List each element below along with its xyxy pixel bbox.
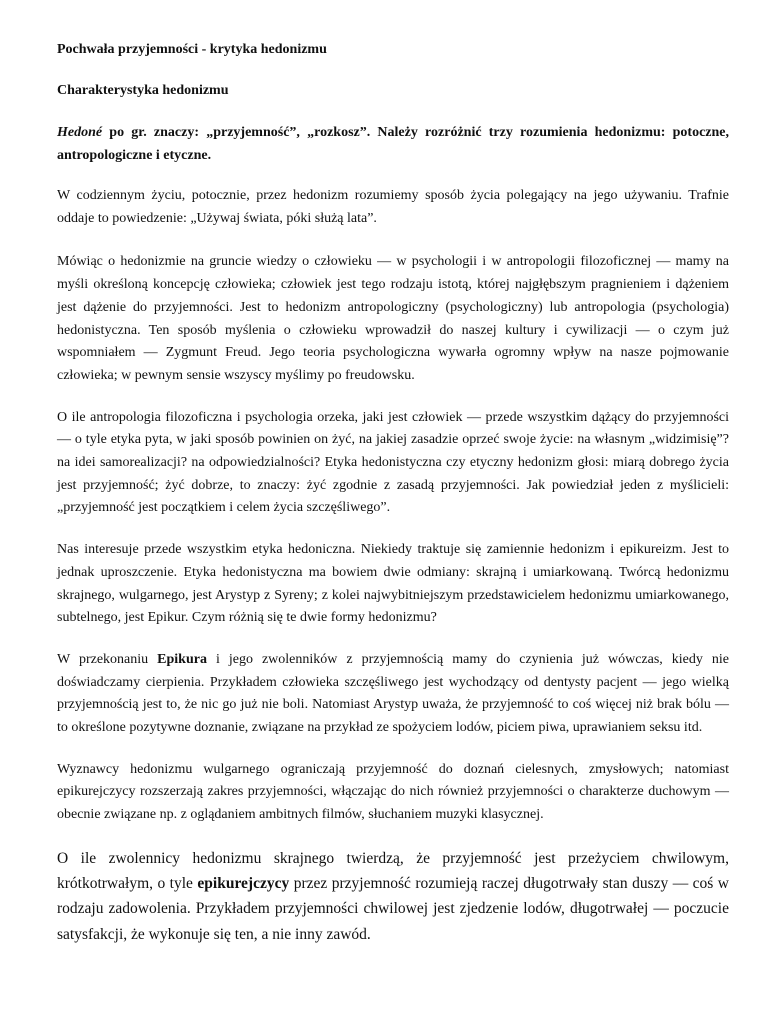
epicurus-text-after: i jego zwolenników z przyjemnością mamy do czynienia już wówczas, kiedy nie doświadczamy cierpienia. Przykładem człowieka szczęśliwego jest wychodzący od dentysty pacjent — jego wielką przyjemnością jest to, że nic go już nie boli. Natomiast Arystyp uważa, że przyjemność to coś więcej niż brak bólu — to określone pozytywne doznanie, związane na przykład ze spożyciem lodów, piciem piwa, uprawianiem seksu itd. — [57, 651, 729, 736]
epicurus-bold: Epikura — [157, 651, 207, 667]
paragraph-colloquial: W codziennym życiu, potocznie, przez hedonizm rozumiemy sposób życia polegający na jego używaniu. Trafnie oddaje to powiedzenie: „Używaj świata, póki służą lata”. — [57, 188, 729, 226]
paragraph-epicurus — [57, 649, 729, 740]
paragraph-hedonic-ethics: Nas interesuje przede wszystkim etyka hedoniczna. Niekiedy traktuje się zamiennie hedonizm i epikureizm. Jest to jednak uproszczenie. Etyka hedonistyczna ma bowiem dwie odmiany: skrajną i umiarkowaną. Twórcą hedonizmu skrajnego, wulgarnego, jest Arystyp z Syreny; z kolei najwybitniejszym przedstawicielem hedonizmu umiarkowanego, subtelnego, jest Epikur. Czym różnią się te dwie formy hedonizmu? — [57, 542, 729, 626]
duration-text-before: O ile zwolennicy hedonizmu skrajnego twierdzą, że przyjemność jest przeżyciem chwilowym, krótkotrwałym, o tyle — [57, 849, 729, 893]
paragraph-vulgar-hedonism: Wyznawcy hedonizmu wulgarnego ograniczają przyjemność do doznań cielesnych, zmysłowych; natomiast epikurejczycy rozszerzają zakres przyjemności, włączając do nich również przyjemności o charakterze duchowym — obecnie związane np. z oglądaniem ambitnych filmów, słuchaniem muzyki klasycznej. — [57, 761, 729, 823]
paragraph-anthropological: Mówiąc o hedonizmie na gruncie wiedzy o człowieku — w psychologii i w antropologii filozoficznej — mamy na myśli określoną koncepcję człowieka; człowiek jest tego rodzaju istotą, której najgłębszym pragnieniem i dążeniem jest dążenie do przyjemności. Jest to hedonizm antropologiczny (psychologiczny) lub antropologia (psychologia) hedonistyczna. Ten sposób myślenia o człowieku wprowadził do naszej kultury i cywilizacji — o czym już wspomniałem — Zygmunt Freud. Jego teoria psychologiczna wywarła ogromny wpływ na nasze pojmowanie człowieka; w pewnym sensie wszyscy myślimy po freudowsku. — [57, 254, 729, 383]
intro-text: po gr. znaczy: „przyjemność”, „rozkosz”. Należy rozróżnić trzy rozumienia hedonizmu: potoczne, antropologiczne i etyczne. — [57, 125, 729, 163]
duration-text-after: przez przyjemność rozumieją raczej długotrwały stan duszy — coś w rodzaju zadowolenia. Przykładem przyjemności chwilowej jest zjedzenie lodów, długotrwałej — poczucie satysfakcji, że wykonuje się ten, a nie inny zawód. — [57, 875, 730, 943]
paragraph-ethical: O ile antropologia filozoficzna i psychologia orzeka, jaki jest człowiek — przede wszystkim dążący do przyjemności — o tyle etyka pyta, w jaki sposób powinien on żyć, na jakiej zasadzie oprzeć swoje życie: na własnym „widzimisię”? na idei samorealizacji? na odpowiedzialności? Etyka hedonistyczna czy etyczny hedonizm głosi: miarą dobrego życia jest przyjemność; żyć dobrze, to znaczy: żyć zgodnie z zasadą przyjemności. Jak powiedział jeden z myślicieli: „przyjemność jest początkiem i celem życia szczęśliwego”. — [57, 409, 729, 516]
paragraph-duration — [57, 846, 729, 947]
document-title: Pochwała przyjemności - krytyka hedonizmu — [57, 42, 327, 57]
intro-term: Hedoné — [57, 125, 103, 140]
duration-bold: epikurejczycy — [197, 875, 290, 893]
intro-paragraph — [57, 121, 729, 167]
epicurus-text-before: W przekonaniu — [57, 651, 158, 667]
section-heading: Charakterystyka hedonizmu — [57, 83, 229, 98]
